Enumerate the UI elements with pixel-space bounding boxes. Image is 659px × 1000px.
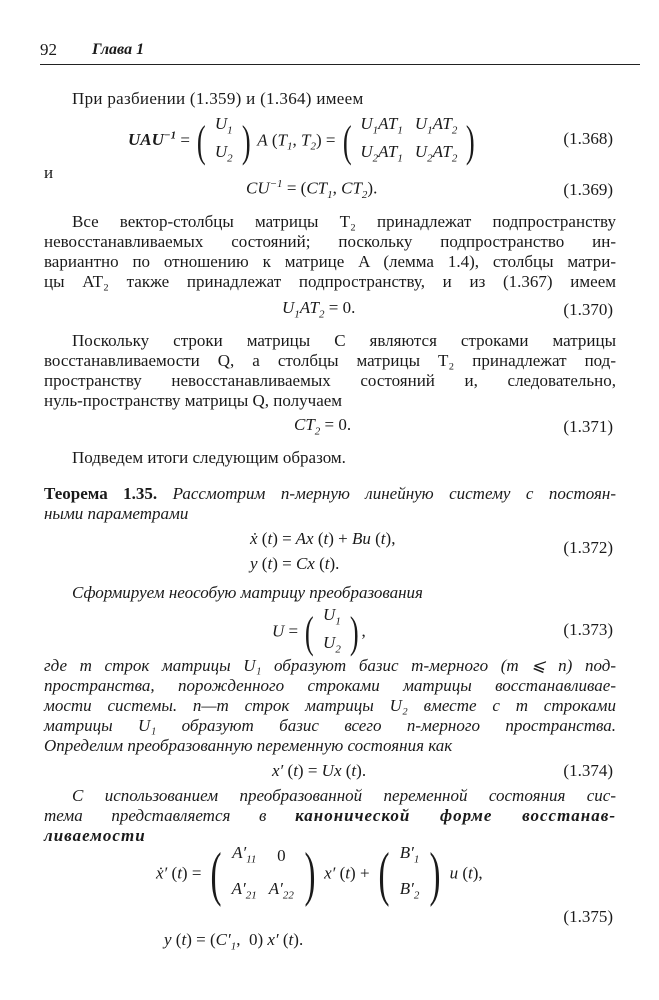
paragraph-7-line-2 [44, 806, 616, 826]
paragraph-6 [44, 656, 616, 756]
paragraph-3-line: восстанавливаемости Q, а столбцы матрицы T₂ принадлежат под- [44, 351, 616, 370]
paragraph-6-line: Определим преобразованную переменную состояния как [44, 736, 453, 755]
equation-1369: $CU^{-1} = (CT_1$, $CT_2$). [246, 178, 378, 202]
equation-number-1375: (1.375) [563, 907, 613, 926]
paragraph-6-line: пространства, порожденного строками матрицы восстанавливае- [44, 676, 616, 695]
theorem-text: Рассмотрим n-мерную линейную систему с постоян- [172, 484, 616, 503]
equation-1373: U = ( $U_1$ $U_2$ ) , [272, 605, 366, 657]
equation-1374: x′ (t) = Ux (t). [272, 761, 367, 780]
canonical-form-term-end: ливаемости [44, 826, 146, 845]
paragraph-6-line: матрицы U₁ образуют базис всего n-мерного пространства. [44, 716, 616, 735]
paragraph-7 [44, 786, 616, 846]
paragraph-2-line: вариантно по отношению к матрице A (лемма 1.4), столбцы матри- [44, 252, 616, 271]
transform-intro: Сформируем неособую матрицу преобразования [72, 583, 423, 602]
paragraph-7-line: С использованием преобразованной переменной состояния сис- [72, 786, 616, 805]
summary-line: Подведем итоги следующим образом. [72, 448, 346, 467]
chapter-title: Глава 1 [92, 41, 145, 58]
equation-number-1371: (1.371) [563, 417, 613, 436]
canonical-form-term: канонической форме восстанав- [295, 806, 616, 825]
theorem-1-35 [44, 484, 616, 524]
theorem-label: Теорема 1.35. [44, 484, 158, 503]
equation-1375-output: y $(t) = (C'_1$, 0) x′ (t). [164, 930, 304, 953]
paragraph-6-line: где m строк матрицы U₁ образуют базис m-мерного (m ⩽ n) под- [44, 656, 616, 675]
paragraph-6-line: мости системы. n—m строк матрицы U₂ вместе с m строками [44, 696, 616, 715]
paragraph-2-line: Все вектор-столбцы матрицы T₂ принадлежат подпространству [72, 212, 616, 231]
equation-number-1368: (1.368) [563, 129, 613, 148]
header-rule [40, 64, 640, 65]
paragraph-7-plain: тема представляется в [44, 806, 296, 825]
equation-1375-state: ẋ′ (t) = ( $A'_{11}$ 0 $A'_{21}$ $A'_{22}$ ) x′ (t) + ( $B'_1$ $B'_2$ ) u (t), [156, 840, 483, 907]
paragraph-2-line: цы AT₂ также принадлежат подпространству, и из (1.367) имеем [44, 272, 616, 291]
paragraph-3-line: Поскольку строки матрицы C являются строками матрицы [72, 331, 616, 350]
equation-number-1374: (1.374) [563, 761, 613, 780]
equation-number-1373: (1.373) [563, 620, 613, 639]
theorem-line-2: ными параметрами [44, 504, 189, 523]
equation-number-1372: (1.372) [563, 538, 613, 557]
equation-1371: $CT_2 = 0$. [294, 415, 352, 438]
equation-1372: ẋ (t) = Ax (t) + Bu (t), y (t) = Cx (t). [250, 529, 396, 573]
page-number: 92 [40, 40, 57, 59]
intro-line: При разбиении (1.359) и (1.364) имеем [72, 89, 364, 108]
equation-number-1370: (1.370) [563, 300, 613, 319]
theorem-line-1 [44, 484, 616, 504]
equation-number-1369: (1.369) [563, 180, 613, 199]
paragraph-3-line: пространству невосстанавливаемых состояний и, следовательно, [44, 371, 616, 390]
paragraph-3-line: нуль-пространству матрицы Q, получаем [44, 391, 343, 410]
paragraph-3 [44, 331, 616, 411]
paragraph-2-line: невосстанавливаемых состояний; поскольку подпространство ин- [44, 232, 616, 251]
equation-1368: $UAU^{-1}$ = ( $U_1$ $U_2$ ) A ($T_1$, $T_2$) = ( $U_1AT_1$ $U_1AT_2$ $U_2AT_1$ $U_2AT_2$ ) [128, 114, 476, 166]
conjunction: и [44, 163, 54, 182]
paragraph-2 [44, 212, 616, 292]
equation-1370: $U_1AT_2 = 0$. [282, 298, 356, 321]
